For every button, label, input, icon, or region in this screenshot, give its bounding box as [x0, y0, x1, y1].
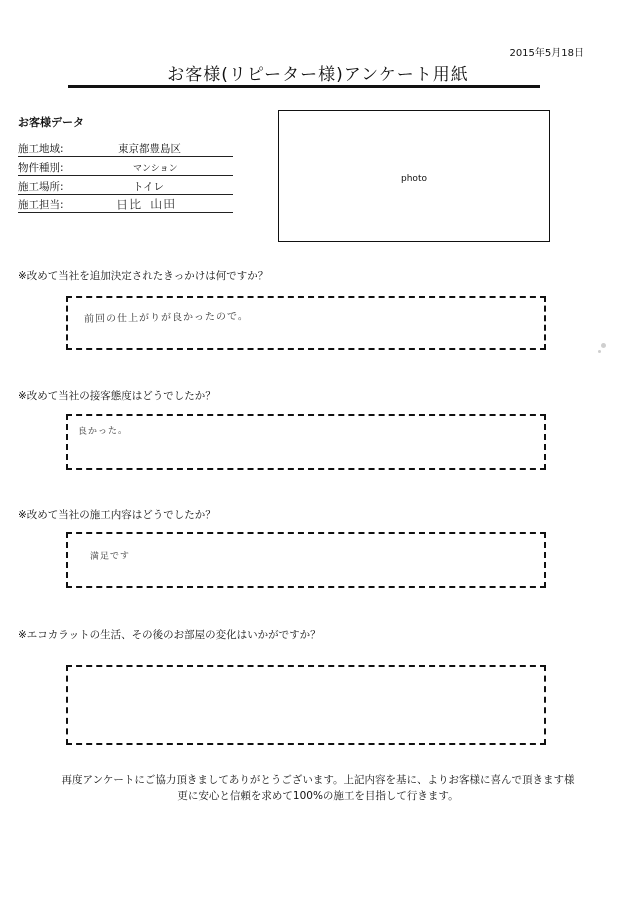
question-4: ※エコカラットの生活、その後のお部屋の変化はいかがですか？: [18, 629, 321, 641]
row-underline: [18, 212, 233, 213]
answer-box-2: [66, 414, 546, 470]
answer-box-3: [66, 532, 546, 588]
scan-speck: [601, 343, 606, 348]
question-2: ※改めて当社の接客態度はどうでしたか？: [18, 390, 216, 402]
question-3: ※改めて当社の施工内容はどうでしたか？: [18, 509, 216, 521]
answer-box-1: [66, 296, 546, 350]
construction-place-label: 施工場所:: [18, 181, 64, 193]
page-title: お客様(リピーター様)アンケート用紙: [167, 65, 469, 85]
footer-message: [0, 772, 636, 804]
photo-frame: [278, 110, 550, 242]
photo-label: photo: [401, 174, 427, 184]
question-1: ※改めて当社を追加決定されたきっかけは何ですか？: [18, 270, 269, 282]
footer-line-1: 再度アンケートにご協力頂きましてありがとうございます。上記内容を基に、よりお客様に喜んで頂きます様: [61, 774, 575, 786]
footer-line-2: 更に安心と信頼を求めて100%の施工を目指して行きます。: [177, 790, 459, 802]
staff-label: 施工担当:: [18, 199, 64, 211]
row-underline: [18, 156, 233, 157]
scan-speck: [598, 350, 601, 353]
staff-value: 日比 山田: [115, 196, 177, 212]
construction-place-value: トイレ: [133, 181, 164, 193]
customer-data-heading: お客様データ: [18, 116, 84, 129]
construction-area-label: 施工地域:: [18, 143, 64, 155]
survey-date: 2015年5月18日: [509, 48, 584, 59]
answer-box-4: [66, 665, 546, 745]
answer-3-text: 満足です: [89, 551, 131, 562]
answer-2-text: 良かった。: [77, 426, 129, 437]
answer-1-text: 前回の仕上がりが良かったので。: [83, 311, 249, 325]
construction-area-value: 東京都豊島区: [118, 143, 181, 155]
title-underline: [68, 85, 540, 88]
property-type-value: マンション: [133, 164, 178, 174]
property-type-label: 物件種別:: [18, 162, 64, 174]
row-underline: [18, 175, 233, 176]
